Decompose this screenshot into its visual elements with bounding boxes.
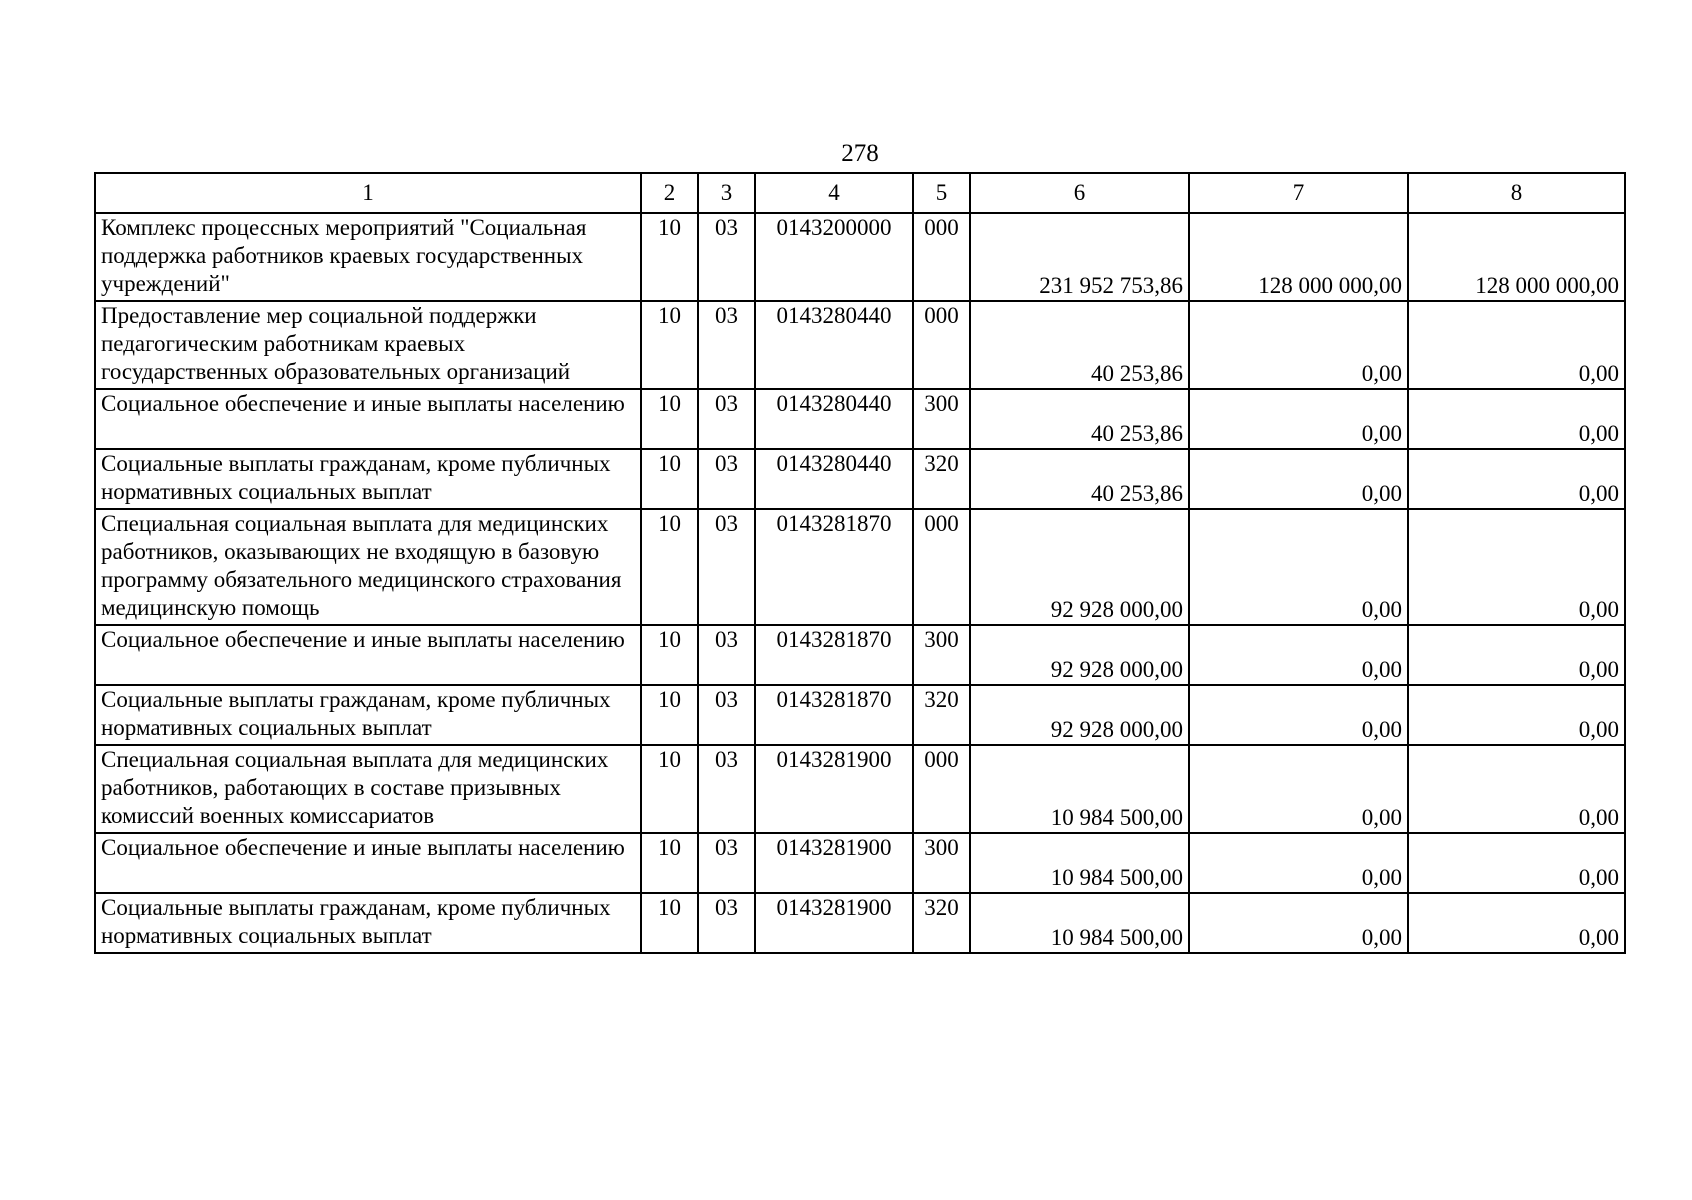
amount-col-7: 0,00	[1189, 301, 1408, 389]
table-row	[95, 833, 1625, 893]
table-row	[95, 213, 1625, 301]
target-item-code: 0143281900	[755, 745, 913, 833]
target-item-code: 0143281900	[755, 893, 913, 953]
section-code: 10	[641, 625, 698, 685]
row-name: Социальные выплаты гражданам, кроме публичных нормативных социальных выплат	[95, 685, 641, 745]
target-item-code: 0143200000	[755, 213, 913, 301]
expense-type-code: 000	[913, 509, 970, 625]
subsection-code: 03	[698, 745, 755, 833]
row-name: Специальная социальная выплата для медицинских работников, оказывающих не входящую в базовую программу обязательного медицинского страхования медицинскую помощь	[95, 509, 641, 625]
subsection-code: 03	[698, 213, 755, 301]
column-header-7: 7	[1189, 173, 1408, 213]
amount-col-8: 0,00	[1408, 685, 1625, 745]
target-item-code: 0143281900	[755, 833, 913, 893]
row-name: Специальная социальная выплата для медицинских работников, работающих в составе призывных комиссий военных комиссариатов	[95, 745, 641, 833]
column-header-8: 8	[1408, 173, 1625, 213]
column-header-2: 2	[641, 173, 698, 213]
table-row	[95, 745, 1625, 833]
subsection-code: 03	[698, 509, 755, 625]
subsection-code: 03	[698, 625, 755, 685]
amount-col-6: 10 984 500,00	[970, 893, 1189, 953]
amount-col-6: 10 984 500,00	[970, 745, 1189, 833]
section-code: 10	[641, 509, 698, 625]
expense-type-code: 300	[913, 625, 970, 685]
column-header-5: 5	[913, 173, 970, 213]
column-header-4: 4	[755, 173, 913, 213]
amount-col-6: 231 952 753,86	[970, 213, 1189, 301]
subsection-code: 03	[698, 301, 755, 389]
target-item-code: 0143280440	[755, 449, 913, 509]
section-code: 10	[641, 301, 698, 389]
row-name: Социальное обеспечение и иные выплаты населению	[95, 625, 641, 685]
column-header-6: 6	[970, 173, 1189, 213]
section-code: 10	[641, 745, 698, 833]
row-name: Комплекс процессных мероприятий "Социальная поддержка работников краевых государственных учреждений"	[95, 213, 641, 301]
amount-col-8: 0,00	[1408, 301, 1625, 389]
subsection-code: 03	[698, 685, 755, 745]
amount-col-6: 40 253,86	[970, 301, 1189, 389]
row-name: Предоставление мер социальной поддержки педагогическим работникам краевых государственных образовательных организаций	[95, 301, 641, 389]
table-row	[95, 893, 1625, 953]
amount-col-8: 0,00	[1408, 625, 1625, 685]
amount-col-7: 0,00	[1189, 389, 1408, 449]
target-item-code: 0143281870	[755, 625, 913, 685]
amount-col-8: 0,00	[1408, 449, 1625, 509]
subsection-code: 03	[698, 893, 755, 953]
target-item-code: 0143281870	[755, 509, 913, 625]
column-header-1: 1	[95, 173, 641, 213]
table-row	[95, 625, 1625, 685]
expense-type-code: 000	[913, 745, 970, 833]
expense-type-code: 320	[913, 893, 970, 953]
expense-type-code: 320	[913, 449, 970, 509]
row-name: Социальные выплаты гражданам, кроме публичных нормативных социальных выплат	[95, 893, 641, 953]
expense-type-code: 320	[913, 685, 970, 745]
section-code: 10	[641, 213, 698, 301]
section-code: 10	[641, 893, 698, 953]
table-row	[95, 509, 1625, 625]
amount-col-6: 92 928 000,00	[970, 625, 1189, 685]
amount-col-7: 0,00	[1189, 449, 1408, 509]
table-row	[95, 449, 1625, 509]
amount-col-8: 0,00	[1408, 833, 1625, 893]
amount-col-7: 0,00	[1189, 893, 1408, 953]
amount-col-6: 40 253,86	[970, 389, 1189, 449]
table-row	[95, 389, 1625, 449]
amount-col-8: 0,00	[1408, 389, 1625, 449]
target-item-code: 0143280440	[755, 389, 913, 449]
subsection-code: 03	[698, 833, 755, 893]
amount-col-7: 128 000 000,00	[1189, 213, 1408, 301]
row-name: Социальное обеспечение и иные выплаты населению	[95, 389, 641, 449]
section-code: 10	[641, 685, 698, 745]
amount-col-6: 92 928 000,00	[970, 685, 1189, 745]
amount-col-7: 0,00	[1189, 685, 1408, 745]
amount-col-8: 128 000 000,00	[1408, 213, 1625, 301]
subsection-code: 03	[698, 449, 755, 509]
expense-type-code: 000	[913, 301, 970, 389]
row-name: Социальные выплаты гражданам, кроме публичных нормативных социальных выплат	[95, 449, 641, 509]
row-name: Социальное обеспечение и иные выплаты населению	[95, 833, 641, 893]
amount-col-8: 0,00	[1408, 509, 1625, 625]
target-item-code: 0143280440	[755, 301, 913, 389]
amount-col-7: 0,00	[1189, 509, 1408, 625]
table-row	[95, 685, 1625, 745]
amount-col-6: 40 253,86	[970, 449, 1189, 509]
amount-col-7: 0,00	[1189, 745, 1408, 833]
column-header-3: 3	[698, 173, 755, 213]
budget-table	[94, 172, 1626, 954]
amount-col-7: 0,00	[1189, 625, 1408, 685]
amount-col-6: 10 984 500,00	[970, 833, 1189, 893]
expense-type-code: 000	[913, 213, 970, 301]
expense-type-code: 300	[913, 389, 970, 449]
target-item-code: 0143281870	[755, 685, 913, 745]
expense-type-code: 300	[913, 833, 970, 893]
amount-col-8: 0,00	[1408, 745, 1625, 833]
section-code: 10	[641, 833, 698, 893]
page-number: 278	[841, 140, 879, 167]
section-code: 10	[641, 389, 698, 449]
amount-col-7: 0,00	[1189, 833, 1408, 893]
section-code: 10	[641, 449, 698, 509]
amount-col-6: 92 928 000,00	[970, 509, 1189, 625]
subsection-code: 03	[698, 389, 755, 449]
amount-col-8: 0,00	[1408, 893, 1625, 953]
table-row	[95, 301, 1625, 389]
header-row	[95, 173, 1625, 213]
